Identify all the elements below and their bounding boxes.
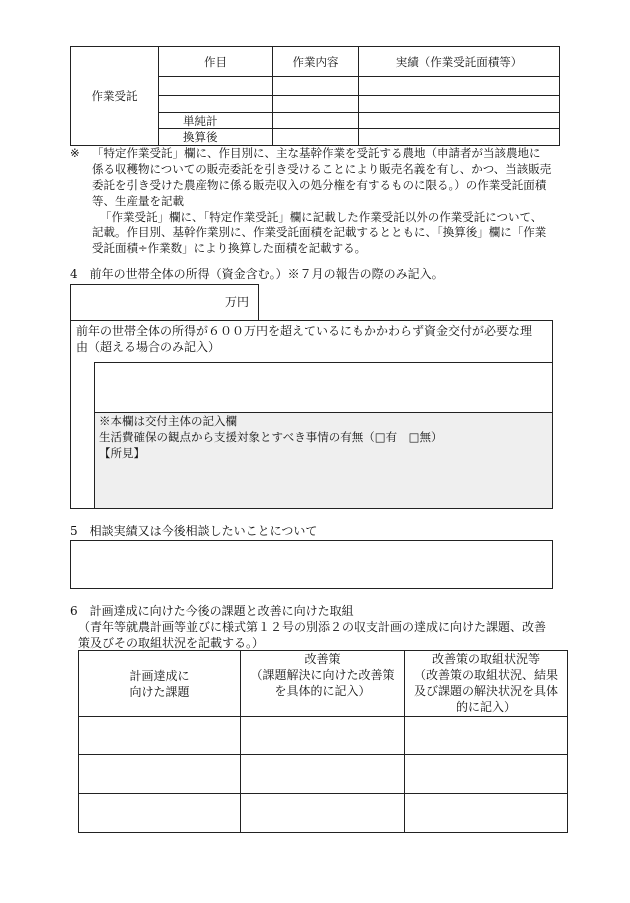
work-contract-table <box>70 46 560 146</box>
plan-table-cell <box>405 794 568 833</box>
table-row <box>79 794 568 833</box>
section6-note-line: 策及びその取組状況を記載する。） <box>78 636 265 650</box>
table-cell <box>359 96 560 113</box>
column-header-work-content: 作業内容 <box>273 47 359 77</box>
header-line: 改善策 <box>304 652 341 666</box>
converted-label: 換算後 <box>159 129 273 146</box>
reason-line: 前年の世帯全体の所得が６００万円を超えているにもかかわらず資金交付が必要な理 <box>76 324 533 338</box>
table-cell <box>159 96 273 113</box>
table-row <box>71 47 560 77</box>
note-line: 係る収穫物についての販売委託を引き受けることにより販売名義を有し、かつ、当該販売 <box>92 162 552 176</box>
consultation-box <box>70 540 553 589</box>
plan-table-cell <box>79 755 241 794</box>
table-row <box>79 717 568 755</box>
plan-table-cell <box>241 717 405 755</box>
plan-table <box>78 650 568 833</box>
plan-table-cell <box>405 717 568 755</box>
note-line: 受託面積÷作業数」により換算した面積を記載する。 <box>92 241 367 255</box>
subtotal-label: 単純計 <box>159 113 273 129</box>
note-line: 「作業受託」欄に、「特定作業受託」欄に記載した作業受託以外の作業受託について、 <box>100 210 543 224</box>
reason-entry-field <box>94 362 553 413</box>
header-line: 計画達成に <box>129 668 190 683</box>
table-cell <box>273 113 359 129</box>
table-row <box>79 651 568 717</box>
work-contract-table-wrap <box>70 46 560 146</box>
table-cell <box>359 113 560 129</box>
authority-box <box>94 412 553 509</box>
header-line: 改善策の取組状況等 <box>431 652 540 666</box>
header-line: （課題解決に向けた改善策 <box>250 668 395 682</box>
reason-line: 由（超える場合のみ記入） <box>76 340 221 354</box>
header-line: （改善策の取組状況、結果 <box>413 668 558 682</box>
income-box <box>70 284 259 321</box>
column-header-results: 実績（作業受託面積等） <box>359 47 560 77</box>
header-line: を具体的に記入） <box>274 684 371 698</box>
plan-column-header-issue <box>79 651 241 717</box>
plan-column-header-status <box>405 651 568 717</box>
note-mark: ※ <box>70 146 80 160</box>
note-line: 等、生産量を記載 <box>92 194 184 208</box>
plan-table-cell <box>79 717 241 755</box>
note-line: 記載。作目別、基幹作業別に、作業受託面積を記載するとともに、「換算後」欄に「作業 <box>92 225 547 239</box>
plan-table-wrap <box>78 650 568 833</box>
authority-line: 【所見】 <box>99 446 145 460</box>
section4-heading: 4 前年の世帯全体の所得（資金含む。）※７月の報告の際のみ記入。 <box>70 267 444 281</box>
plan-table-cell <box>79 794 241 833</box>
note-line: 委託を引き受けた農産物に係る販売収入の処分権を有するものに限る。）の作業受託面積 <box>92 178 547 192</box>
header-line: 及び課題の解決状況を具体 <box>413 684 558 698</box>
header-line: 向けた課題 <box>129 684 190 699</box>
section6-heading: 6 計画達成に向けた今後の課題と改善に向けた取組 <box>70 604 354 618</box>
table-cell <box>273 129 359 146</box>
note-line: 「特定作業受託」欄に、作目別に、主な基幹作業を受託する農地（申請者が当該農地に <box>92 146 541 160</box>
income-unit: 万円 <box>224 295 249 309</box>
plan-table-cell <box>241 794 405 833</box>
section5-heading: 5 相談実績又は今後相談したいことについて <box>70 524 318 538</box>
table-cell <box>359 129 560 146</box>
plan-table-cell <box>241 755 405 794</box>
plan-column-header-measure <box>241 651 405 717</box>
section6-note-line: （青年等就農計画等並びに様式第１２号の別添２の収支計画の達成に向けた課題、改善 <box>78 620 547 634</box>
table-cell <box>159 77 273 96</box>
column-header-crop: 作目 <box>159 47 273 77</box>
table-cell <box>273 77 359 96</box>
table-row <box>79 755 568 794</box>
table-cell <box>273 96 359 113</box>
table-cell <box>359 77 560 96</box>
plan-table-cell <box>405 755 568 794</box>
authority-line: ※本欄は交付主体の記入欄 <box>99 414 237 428</box>
header-line: 的に記入） <box>455 700 516 714</box>
work-contract-row-header: 作業受託 <box>71 47 159 146</box>
authority-line: 生活費確保の観点から支援対象とすべき事情の有無（□有 □無） <box>99 430 443 444</box>
